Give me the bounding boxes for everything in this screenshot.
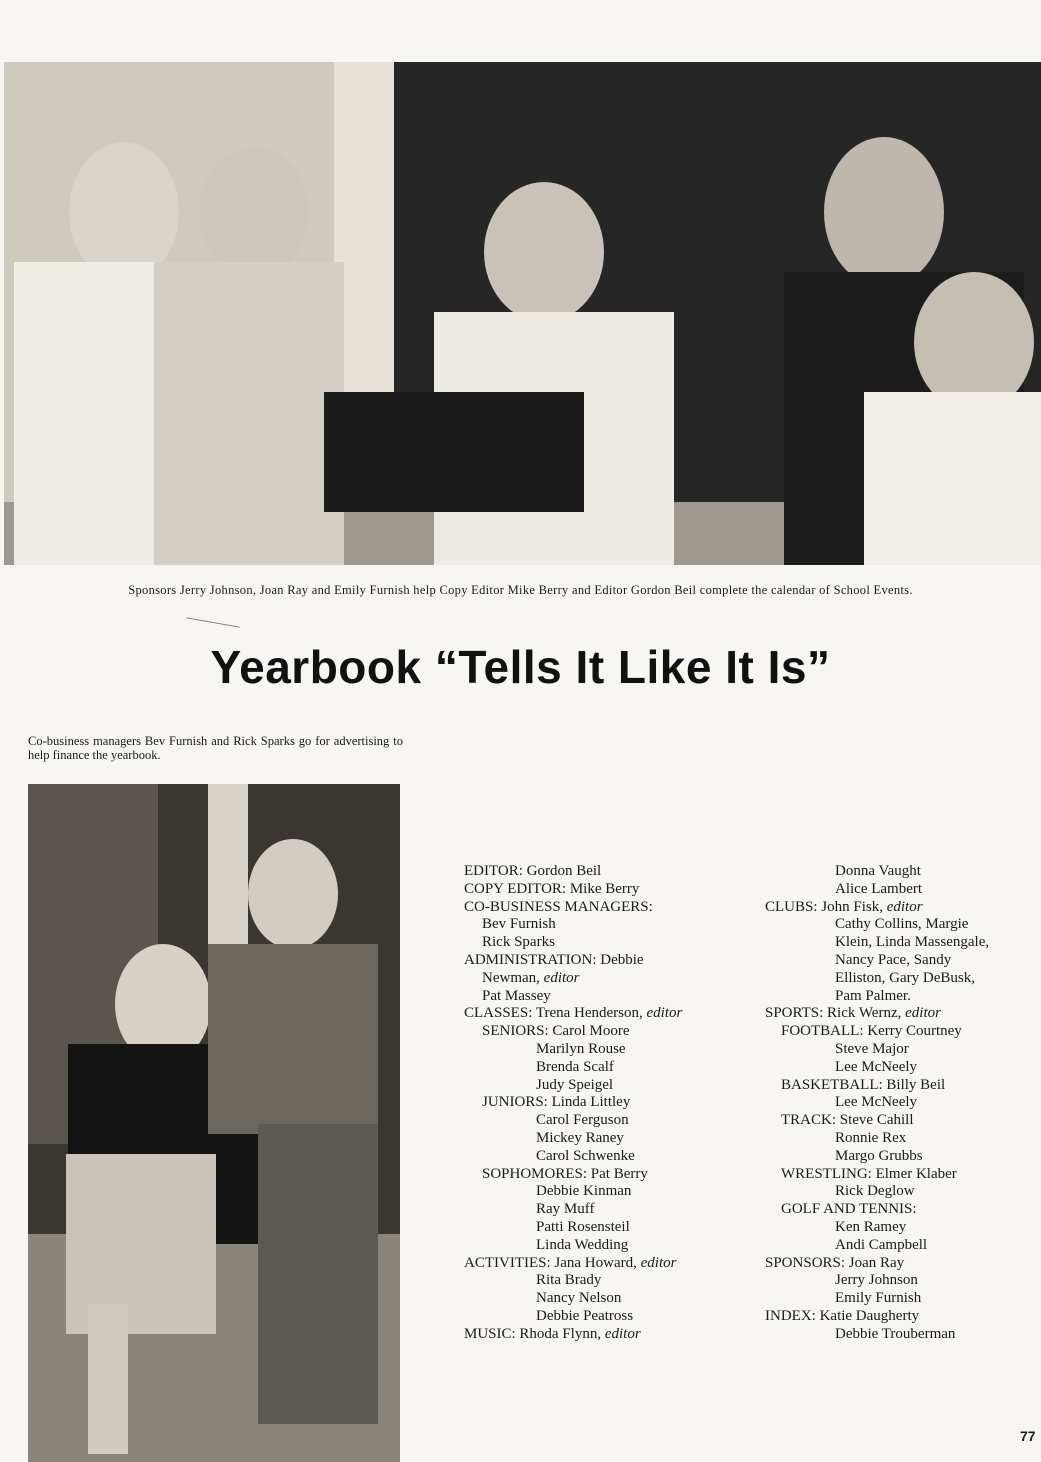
staff-entry-text: MUSIC: Rhoda Flynn, [464, 1325, 602, 1342]
staff-entry [464, 1094, 754, 1112]
staff-entry-text: COPY EDITOR: Mike Berry [464, 880, 640, 897]
staff-entry [765, 899, 1041, 917]
staff-entry [765, 1148, 1041, 1166]
staff-entry-text: Margo Grubbs [835, 1147, 923, 1164]
staff-entry [464, 1077, 754, 1095]
staff-entry-text: Debbie Peatross [536, 1307, 634, 1324]
staff-entry-text: Rick Deglow [835, 1183, 915, 1200]
photo-caption-top: Sponsors Jerry Johnson, Joan Ray and Emily Furnish help Copy Editor Mike Berry and Editor Gordon Beil complete the calendar of School Events. [128, 583, 913, 597]
staff-entry [765, 1290, 1041, 1308]
staff-entry-text: Debbie Trouberman [835, 1325, 956, 1342]
staff-entry [464, 916, 754, 934]
staff-entry-text: Emily Furnish [835, 1290, 922, 1307]
staff-entry-role: editor [640, 1254, 677, 1271]
staff-entry-text: Judy Speigel [536, 1076, 614, 1093]
staff-entry [464, 1148, 754, 1166]
staff-entry-text: ACTIVITIES: Jana Howard, [464, 1254, 637, 1271]
staff-entry [765, 1219, 1041, 1237]
staff-entry [765, 1041, 1041, 1059]
staff-entry-text: GOLF AND TENNIS: [781, 1201, 917, 1218]
staff-entry-text: BASKETBALL: Billy Beil [781, 1076, 946, 1093]
staff-entry-text: INDEX: Katie Daugherty [765, 1307, 920, 1324]
page-number: 77 [1020, 1428, 1036, 1444]
staff-entry [464, 881, 754, 899]
staff-entry-text: EDITOR: Gordon Beil [464, 863, 602, 879]
staff-entry-text: Donna Vaught [835, 863, 921, 879]
staff-entry-text: Marilyn Rouse [536, 1040, 626, 1057]
staff-entry-text: Mickey Raney [536, 1129, 624, 1146]
photo-staff-meeting [4, 62, 1041, 565]
staff-entry-text: FOOTBALL: Kerry Courtney [781, 1023, 962, 1040]
staff-entry [464, 1272, 754, 1290]
staff-entry-text: ADMINISTRATION: Debbie [464, 951, 644, 968]
staff-entry-text: WRESTLING: Elmer Klaber [781, 1165, 957, 1182]
staff-entry [765, 1059, 1041, 1077]
staff-entry [464, 988, 754, 1006]
staff-entry [464, 1130, 754, 1148]
staff-entry [765, 1130, 1041, 1148]
staff-entry-text: Debbie Kinman [536, 1183, 632, 1200]
staff-entry [765, 1094, 1041, 1112]
staff-entry [765, 1272, 1041, 1290]
staff-entry-text: Lee McNeely [835, 1058, 918, 1075]
staff-entry [464, 1326, 754, 1344]
staff-entry-role: editor [886, 898, 923, 915]
staff-entry-text: JUNIORS: Linda Littley [482, 1094, 631, 1111]
staff-entry [464, 1290, 754, 1308]
staff-entry-text: Cathy Collins, Margie [835, 916, 969, 933]
staff-entry-text: Bev Furnish [482, 916, 556, 933]
decorative-dash [186, 617, 239, 627]
staff-entry [464, 863, 754, 881]
staff-entry [464, 1255, 754, 1273]
staff-entry [765, 1326, 1041, 1344]
staff-entry [765, 1201, 1041, 1219]
staff-entry-text: Pam Palmer. [835, 987, 911, 1004]
photo-staff-meeting-graphic [4, 62, 1041, 565]
staff-entry [765, 1183, 1041, 1201]
staff-entry-text: SOPHOMORES: Pat Berry [482, 1165, 648, 1182]
staff-list-left [464, 863, 754, 1344]
photo-caption-bottom: Co-business managers Bev Furnish and Rick Sparks go for advertising to help finance the yearbook. [28, 734, 403, 762]
staff-entry [464, 1059, 754, 1077]
staff-entry [464, 1308, 754, 1326]
staff-entry-text: Rick Sparks [482, 934, 555, 951]
page-headline: Yearbook “Tells It Like It Is” [210, 641, 831, 693]
staff-entry [765, 881, 1041, 899]
staff-entry [464, 1201, 754, 1219]
staff-entry-role: editor [604, 1325, 641, 1342]
staff-entry-text: Lee McNeely [835, 1094, 918, 1111]
staff-entry-text: Carol Schwenke [536, 1147, 635, 1164]
staff-entry [464, 1023, 754, 1041]
staff-entry [765, 1166, 1041, 1184]
staff-entry-text: Ronnie Rex [835, 1129, 907, 1146]
staff-entry [464, 1166, 754, 1184]
staff-entry-text: SPORTS: Rick Wernz, [765, 1005, 902, 1022]
staff-entry-text: Patti Rosensteil [536, 1218, 630, 1235]
staff-entry-role: editor [905, 1005, 941, 1022]
staff-entry [464, 934, 754, 952]
staff-entry-text: Linda Wedding [536, 1236, 629, 1253]
staff-entry-text: Ray Muff [536, 1201, 595, 1218]
staff-entry-text: Nancy Pace, Sandy [835, 951, 952, 968]
staff-entry-text: Pat Massey [482, 987, 551, 1004]
staff-entry-text: Newman, [482, 969, 540, 986]
staff-entry [464, 970, 754, 988]
staff-entry [464, 1237, 754, 1255]
staff-entry [464, 1112, 754, 1130]
staff-entry-text: Jerry Johnson [835, 1272, 918, 1289]
photo-business-managers-graphic [28, 784, 400, 1462]
staff-entry-text: Brenda Scalf [536, 1058, 614, 1075]
staff-entry [765, 934, 1041, 952]
staff-entry [765, 1077, 1041, 1095]
staff-entry-text: SPONSORS: Joan Ray [765, 1254, 905, 1271]
staff-entry-text: CLUBS: John Fisk, [765, 898, 883, 915]
staff-entry-text: CLASSES: Trena Henderson, [464, 1005, 643, 1022]
staff-entry-text: SENIORS: Carol Moore [482, 1023, 630, 1040]
staff-entry [765, 863, 1041, 881]
staff-entry-role: editor [646, 1005, 683, 1022]
photo-business-managers [28, 784, 400, 1462]
staff-entry [464, 1005, 754, 1023]
staff-list-right [765, 863, 1041, 1344]
staff-entry-text: Ken Ramey [835, 1218, 907, 1235]
staff-entry [765, 1005, 1041, 1023]
staff-entry-text: Elliston, Gary DeBusk, [835, 969, 975, 986]
staff-entry-text: Alice Lambert [835, 880, 923, 897]
staff-entry-text: Klein, Linda Massengale, [835, 934, 990, 951]
staff-entry [765, 988, 1041, 1006]
staff-entry [765, 1112, 1041, 1130]
staff-entry-text: CO-BUSINESS MANAGERS: [464, 898, 653, 915]
staff-entry [765, 1255, 1041, 1273]
staff-entry-text: Steve Major [835, 1040, 909, 1057]
staff-entry [464, 1041, 754, 1059]
staff-entry [464, 952, 754, 970]
staff-entry [464, 899, 754, 917]
staff-entry [765, 1308, 1041, 1326]
staff-entry [765, 1023, 1041, 1041]
staff-entry-text: Andi Campbell [835, 1236, 928, 1253]
staff-entry-text: Nancy Nelson [536, 1290, 622, 1307]
staff-entry-text: Rita Brady [536, 1272, 602, 1289]
staff-entry [765, 952, 1041, 970]
staff-entry [765, 1237, 1041, 1255]
staff-entry-text: TRACK: Steve Cahill [781, 1112, 914, 1129]
staff-entry [464, 1219, 754, 1237]
staff-entry-role: editor [543, 969, 580, 986]
staff-entry-text: Carol Ferguson [536, 1112, 629, 1129]
staff-entry [464, 1183, 754, 1201]
staff-entry [765, 916, 1041, 934]
staff-entry [765, 970, 1041, 988]
